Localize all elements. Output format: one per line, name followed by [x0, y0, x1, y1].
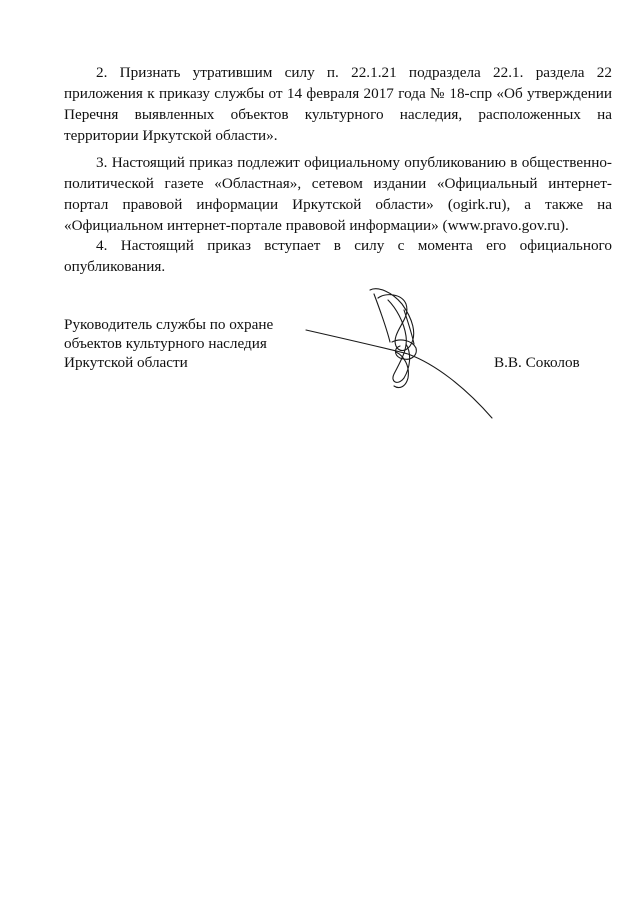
handwritten-signature [300, 282, 510, 422]
signer-position-line-1: Руководитель службы по охране [64, 316, 274, 333]
signer-position-line-3: Иркутской области [64, 354, 188, 371]
signer-position [64, 315, 273, 372]
paragraph-item-4: 4. Настоящий приказ вступает в силу с момента его официального опубликования. [64, 237, 612, 275]
signer-position-line-2: объектов культурного наследия [64, 335, 267, 352]
paragraph-item-3: 3. Настоящий приказ подлежит официальному опубликованию в общественно-политической газете «Областная», сетевом издании «Официальный интернет-портал правовой информации Иркутской области» (ogirk.ru), а также на «Официальном интернет-портале правовой информации» (www.pravo.gov.ru). [64, 154, 612, 234]
paragraph-item-2: 2. Признать утратившим силу п. 22.1.21 подраздела 22.1. раздела 22 приложения к приказу службы от 14 февраля 2017 года № 18-спр «Об утверждении Перечня выявленных объектов культурного наследия, расположенных на территории Иркутской области». [64, 64, 612, 144]
signer-name: В.В. Соколов [494, 354, 580, 371]
